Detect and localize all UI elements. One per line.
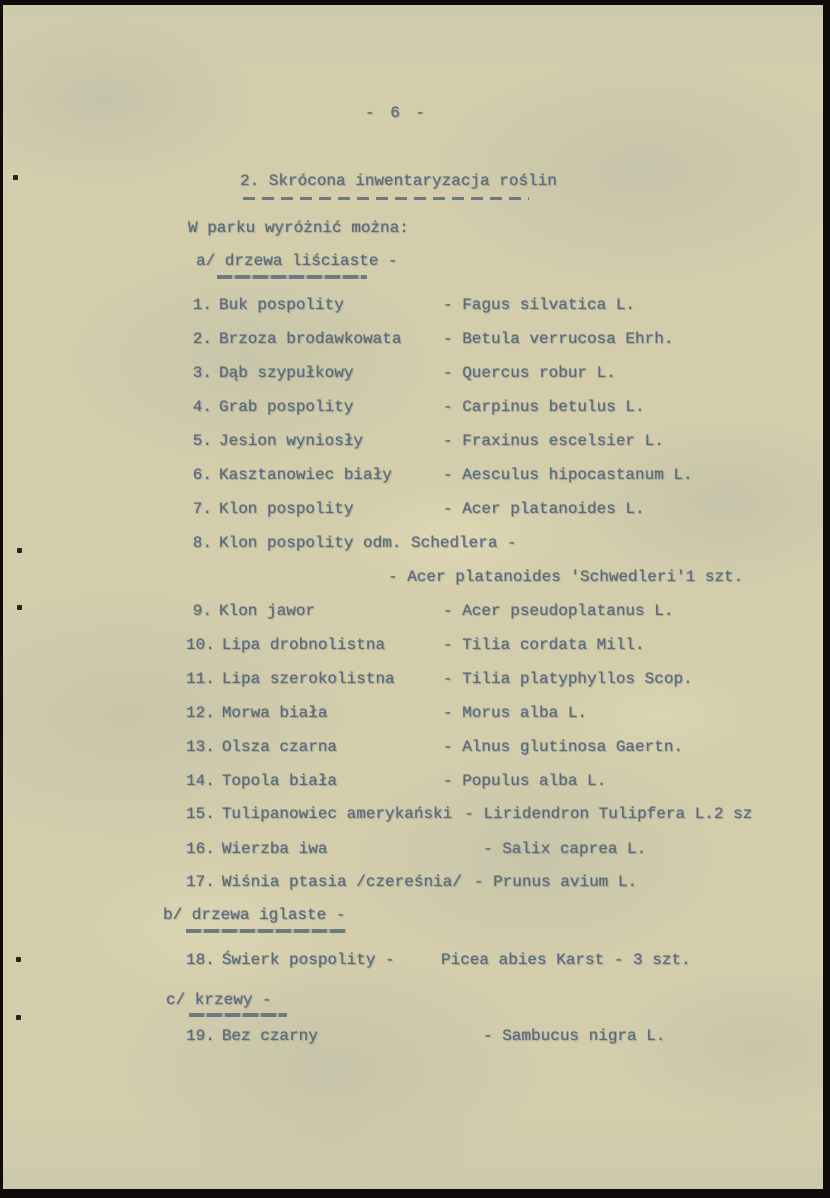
item-name-pl: Klon pospolity (219, 500, 354, 518)
item-number: 11. (186, 670, 215, 688)
heading-underline (243, 197, 529, 200)
item-number: 18. (186, 951, 215, 969)
item-number: 19. (186, 1027, 215, 1045)
item-name-pl: Tulipanowiec amerykański (221, 805, 453, 823)
item-name-latin: - Morus alba L. (443, 704, 588, 722)
item-name-latin: - Populus alba L. (443, 772, 607, 790)
item-number: 8. (192, 534, 212, 552)
section-c-underline (189, 1013, 287, 1017)
page-number: - 6 - (365, 104, 429, 122)
list-item (186, 770, 607, 792)
item-number: 9. (192, 602, 212, 620)
item-name-latin: - Sambucus nigra L. (483, 1027, 666, 1045)
item-name-latin: - Quercus robur L. (443, 364, 616, 382)
list-item-continuation (388, 566, 743, 588)
list-item (186, 871, 637, 893)
item-name-latin: - Acer pseudoplatanus L. (443, 602, 674, 620)
item-name-latin: - Carpinus betulus L. (443, 398, 645, 416)
item-number: 12. (186, 704, 215, 722)
ink-speck (16, 1015, 21, 1020)
item-name-latin: - Tilia platyphyllos Scop. (443, 670, 693, 688)
list-item (186, 736, 684, 758)
item-name-latin: - Betula verrucosa Ehrh. (443, 330, 674, 348)
item-name-pl: Klon jawor (219, 602, 316, 620)
ink-speck (13, 175, 18, 180)
list-item (186, 600, 674, 622)
item-name-pl: Dąb szypułkowy (219, 364, 354, 382)
item-number: 15. (186, 805, 215, 823)
item-name-pl: Wiśnia ptasia /czereśnia/ (221, 873, 462, 891)
item-number: 1. (192, 296, 212, 314)
item-name-pl: Bez czarny (221, 1027, 318, 1045)
section-b-underline (186, 929, 346, 933)
item-name-latin: - Liridendron Tulipfera L.2 sz (464, 805, 753, 823)
item-number: 7. (192, 500, 212, 518)
list-item (186, 668, 693, 690)
item-name-latin: - Acer platanoides 'Schwedleri'1 szt. (388, 568, 744, 586)
item-name-pl: Lipa drobnolistna (221, 636, 386, 654)
item-name-latin: - Salix caprea L. (483, 840, 647, 858)
item-name-latin: - Acer platanoides L. (443, 500, 645, 518)
item-number: 6. (192, 466, 212, 484)
paper-sheet (3, 5, 823, 1189)
ink-speck (17, 605, 22, 610)
list-item (186, 838, 647, 860)
item-number: 13. (186, 738, 215, 756)
list-item (186, 532, 517, 554)
item-name-pl: Wierzba iwa (221, 840, 328, 858)
item-number: 5. (192, 432, 212, 450)
item-name-latin: - Alnus glutinosa Gaertn. (443, 738, 684, 756)
list-item (186, 949, 691, 971)
item-number: 10. (186, 636, 215, 654)
item-number: 2. (192, 330, 212, 348)
list-item (186, 362, 616, 384)
section-a-underline (217, 275, 367, 279)
item-name-pl: Jesion wyniosły (219, 432, 364, 450)
section-a-label: a/ drzewa liściaste - (196, 252, 398, 270)
item-number: 17. (186, 873, 215, 891)
item-name-pl: Morwa biała (221, 704, 328, 722)
item-name-latin: - Tilia cordata Mill. (443, 636, 645, 654)
item-name-latin: - Fagus silvatica L. (443, 296, 636, 314)
intro-line: W parku wyróżnić można: (188, 219, 409, 237)
list-item (186, 1025, 666, 1047)
item-number: 3. (192, 364, 212, 382)
item-name-latin: - Prunus avium L. (473, 873, 638, 891)
list-item (186, 328, 674, 350)
item-name-pl: Topola biała (221, 772, 338, 790)
item-name-pl: Buk pospolity (219, 296, 344, 314)
page-title: 2. Skrócona inwentaryzacja roślin (240, 172, 557, 190)
item-name-pl: Lipa szerokolistna (221, 670, 395, 688)
ink-speck (16, 957, 21, 962)
list-item (186, 396, 645, 418)
item-name-pl: Olsza czarna (221, 738, 338, 756)
list-item (186, 803, 752, 825)
item-number: 4. (192, 398, 212, 416)
item-name-pl: Klon pospolity odm. Schedlera - (219, 534, 517, 552)
section-c-label: c/ krzewy - (166, 991, 272, 1009)
item-name-latin: - Fraxinus escelsier L. (443, 432, 664, 450)
item-name-pl: Brzoza brodawkowata (219, 330, 402, 348)
list-item (186, 498, 645, 520)
list-item (186, 430, 664, 452)
item-name-latin: Picea abies Karst - 3 szt. (441, 951, 691, 969)
list-item (186, 294, 636, 316)
item-number: 16. (186, 840, 215, 858)
ink-speck (17, 548, 22, 553)
item-name-latin: - Aesculus hipocastanum L. (443, 466, 693, 484)
item-name-pl: Kasztanowiec biały (219, 466, 392, 484)
item-number: 14. (186, 772, 215, 790)
section-b-label: b/ drzewa iglaste - (163, 906, 346, 924)
item-name-pl: Świerk pospolity - (221, 951, 395, 969)
item-name-pl: Grab pospolity (219, 398, 354, 416)
list-item (186, 702, 588, 724)
list-item (186, 464, 693, 486)
list-item (186, 634, 645, 656)
